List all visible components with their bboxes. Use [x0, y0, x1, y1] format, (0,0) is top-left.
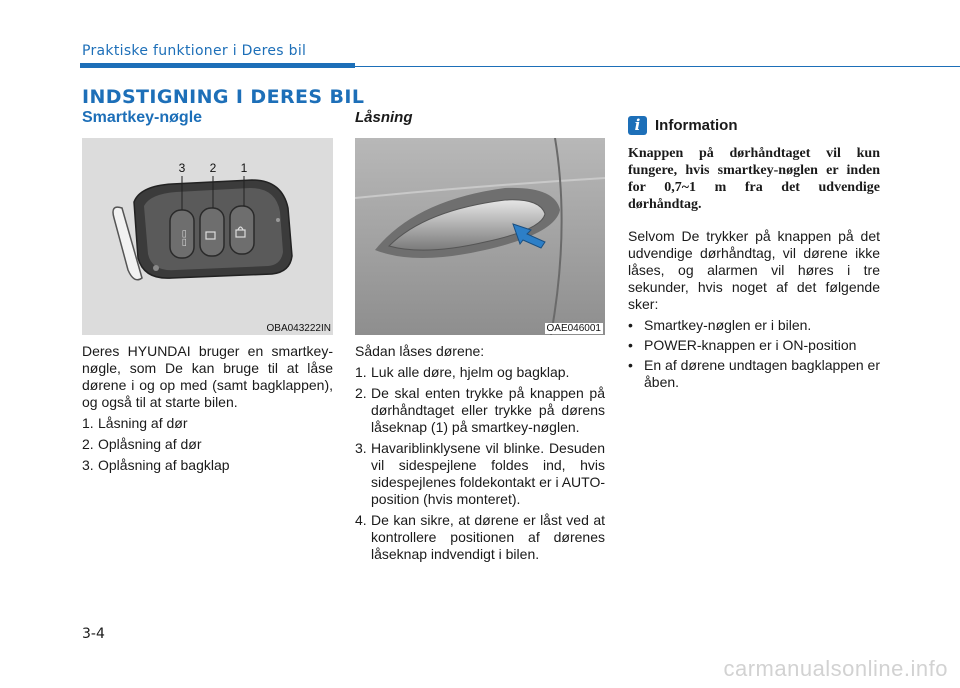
- list-item: 2. Oplåsning af dør: [82, 436, 202, 452]
- list-item: 1. Luk alle døre, hjelm og bagklap.: [355, 364, 570, 380]
- list-item: 4. De kan sikre, at dørene er låst ved at kontrollere positionen af dørenes låseknap indvendigt i bilen.: [355, 512, 605, 562]
- smartkey-subtitle: Smartkey-nøgle: [82, 109, 203, 126]
- locking-intro: Sådan låses dørene:: [355, 343, 485, 359]
- locking-subtitle: Låsning: [355, 109, 413, 126]
- page-number: 3-4: [82, 626, 105, 642]
- watermark: carmanualsonline.info: [723, 656, 948, 681]
- chapter-header: Praktiske funktioner i Deres bil: [82, 43, 307, 59]
- figure-caption: OAE046001: [546, 323, 601, 334]
- list-item: 1. Låsning af dør: [82, 415, 188, 431]
- locking-text: [355, 343, 605, 567]
- information-text: [628, 228, 880, 394]
- list-item: • Smartkey-nøglen er i bilen.: [628, 317, 812, 333]
- door-handle-illustration: [355, 138, 605, 335]
- information-label: Information: [655, 116, 738, 134]
- header-rule-thick: [80, 63, 355, 68]
- list-item: • POWER-knappen er i ON-position: [628, 337, 857, 353]
- callout-3: 3: [178, 161, 186, 175]
- locking-steps: [355, 364, 605, 563]
- information-para: Selvom De trykker på knappen på det udvendige dørhåndtag, vil dørene ikke låses, og alarmen vil høres i tre sekunder, hvis noget af det følgende sker:: [628, 228, 880, 312]
- information-header: [628, 114, 738, 136]
- section-title: INDSTIGNING I DERES BIL: [82, 86, 365, 108]
- information-icon: i: [628, 116, 647, 135]
- information-note: Knappen på dørhåndtaget vil kun fungere, hvis smartkey-nøglen er inden for 0,7~1 m fra det udvendige dørhåndtag.: [628, 146, 880, 212]
- list-item: 2. De skal enten trykke på knappen på dørhåndtaget eller trykke på dørens låseknap (1) på smartkey-nøglen.: [355, 385, 605, 435]
- figure-caption: OBA043222IN: [266, 323, 331, 334]
- smartkey-figure: [82, 138, 333, 335]
- list-item: • En af dørene undtagen bagklappen er åben.: [628, 357, 880, 390]
- callout-2: 2: [209, 161, 217, 175]
- smartkey-illustration: [82, 138, 333, 335]
- smartkey-button-list: [82, 415, 333, 474]
- information-bullets: [628, 317, 880, 391]
- callout-1: 1: [240, 161, 248, 175]
- list-item: 3. Oplåsning af bagklap: [82, 457, 230, 473]
- header-rule-thin: [355, 66, 960, 67]
- door-handle-figure: [355, 138, 605, 335]
- smartkey-text: [82, 343, 333, 478]
- svg-text:▭▭: ▭▭: [179, 229, 189, 247]
- smartkey-intro: Deres HYUNDAI bruger en smartkey-nøgle, som De kan bruge til at låse dørene i og op med (samt bagklappen), og også til at starte bilen.: [82, 343, 333, 410]
- list-item: 3. Havariblinklysene vil blinke. Desuden vil sidespejlene foldes ind, hvis sidespejlenes foldekontakt er i AUTO-position (hvis monteret).: [355, 440, 605, 507]
